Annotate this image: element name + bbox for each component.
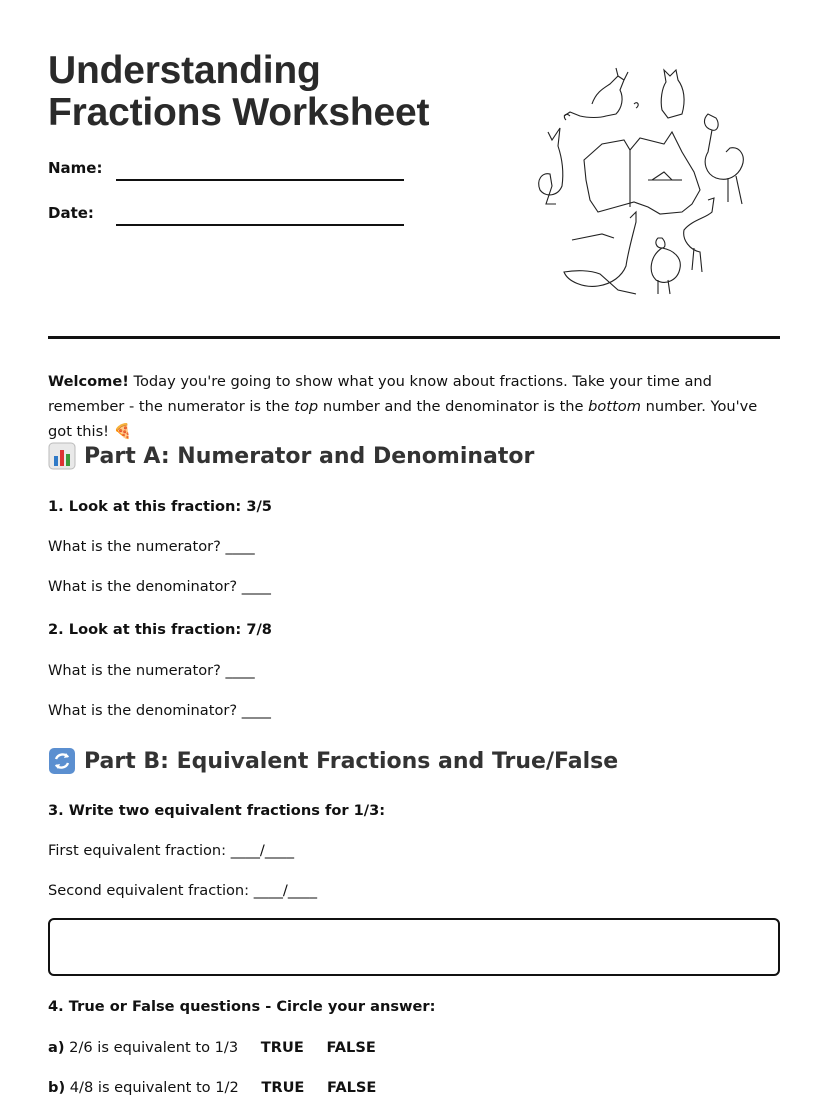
q2-numerator-line[interactable]: What is the numerator? ____: [48, 662, 255, 679]
pizza-icon: 🍕: [113, 423, 132, 440]
part-a-title: Part A: Numerator and Denominator: [84, 443, 535, 469]
intro-text-3: number. You've got this!: [48, 398, 758, 440]
tf-question-b: [48, 1079, 376, 1096]
name-field[interactable]: [48, 159, 102, 177]
tf-b-text: 4/8 is equivalent to 1/2: [65, 1079, 239, 1096]
emu-icon: [705, 114, 744, 204]
tf-a-false-option[interactable]: FALSE: [326, 1039, 376, 1056]
q1-denominator-line[interactable]: What is the denominator? ____: [48, 578, 271, 595]
australia-map-icon: [584, 132, 700, 214]
australian-animals-illustration: [532, 62, 762, 300]
name-line[interactable]: [116, 179, 404, 181]
bottom-kangaroo-icon: [564, 212, 636, 294]
welcome-bold: Welcome!: [48, 373, 129, 390]
question-2: 2. Look at this fraction: 7/8: [48, 621, 272, 638]
section-divider: [48, 336, 780, 339]
date-label: Date:: [48, 204, 94, 222]
emu-chick-icon: [651, 238, 680, 294]
tf-question-a: [48, 1039, 376, 1056]
left-kangaroo-icon: [539, 128, 563, 204]
intro-text-1: Today you're going to show what you know about fractions. Take your time and remember - the numerator is the: [48, 373, 712, 415]
intro-top: top: [294, 398, 319, 415]
part-b-title: Part B: Equivalent Fractions and True/False: [84, 748, 619, 774]
date-field[interactable]: [48, 204, 94, 222]
name-label: Name:: [48, 159, 103, 177]
q1-numerator-line[interactable]: What is the numerator? ____: [48, 538, 255, 555]
repeat-icon: [48, 747, 76, 775]
answer-box[interactable]: [48, 918, 780, 976]
welcome-paragraph: [48, 369, 782, 444]
kangaroo-icon: [564, 76, 624, 118]
title-line-2: Fractions Worksheet: [48, 91, 430, 134]
tf-a-true-option[interactable]: TRUE: [260, 1039, 304, 1056]
part-b-heading: [48, 747, 618, 775]
first-equivalent-line[interactable]: First equivalent fraction: ____/____: [48, 842, 295, 859]
cassowary-icon: [684, 198, 714, 272]
q2-denominator-line[interactable]: What is the denominator? ____: [48, 702, 271, 719]
tf-b-false-option[interactable]: FALSE: [327, 1079, 377, 1096]
intro-bottom: bottom: [588, 398, 641, 415]
page-title: [48, 50, 429, 134]
bar-chart-icon: [48, 442, 76, 470]
question-4: 4. True or False questions - Circle your answer:: [48, 998, 436, 1015]
title-line-1: Understanding: [48, 49, 321, 92]
tf-a-text: 2/6 is equivalent to 1/3: [64, 1039, 239, 1056]
intro-text-2: number and the denominator is the: [318, 398, 589, 415]
question-1: 1. Look at this fraction: 3/5: [48, 498, 272, 515]
part-a-heading: [48, 442, 534, 470]
tf-b-label: b): [48, 1079, 66, 1096]
tf-b-true-option[interactable]: TRUE: [261, 1079, 305, 1096]
second-equivalent-line[interactable]: Second equivalent fraction: ____/____: [48, 882, 318, 899]
date-line[interactable]: [116, 224, 404, 226]
tf-a-label: a): [48, 1039, 65, 1056]
question-3: 3. Write two equivalent fractions for 1/3:: [48, 802, 386, 819]
wallaby-icon: [661, 70, 684, 118]
